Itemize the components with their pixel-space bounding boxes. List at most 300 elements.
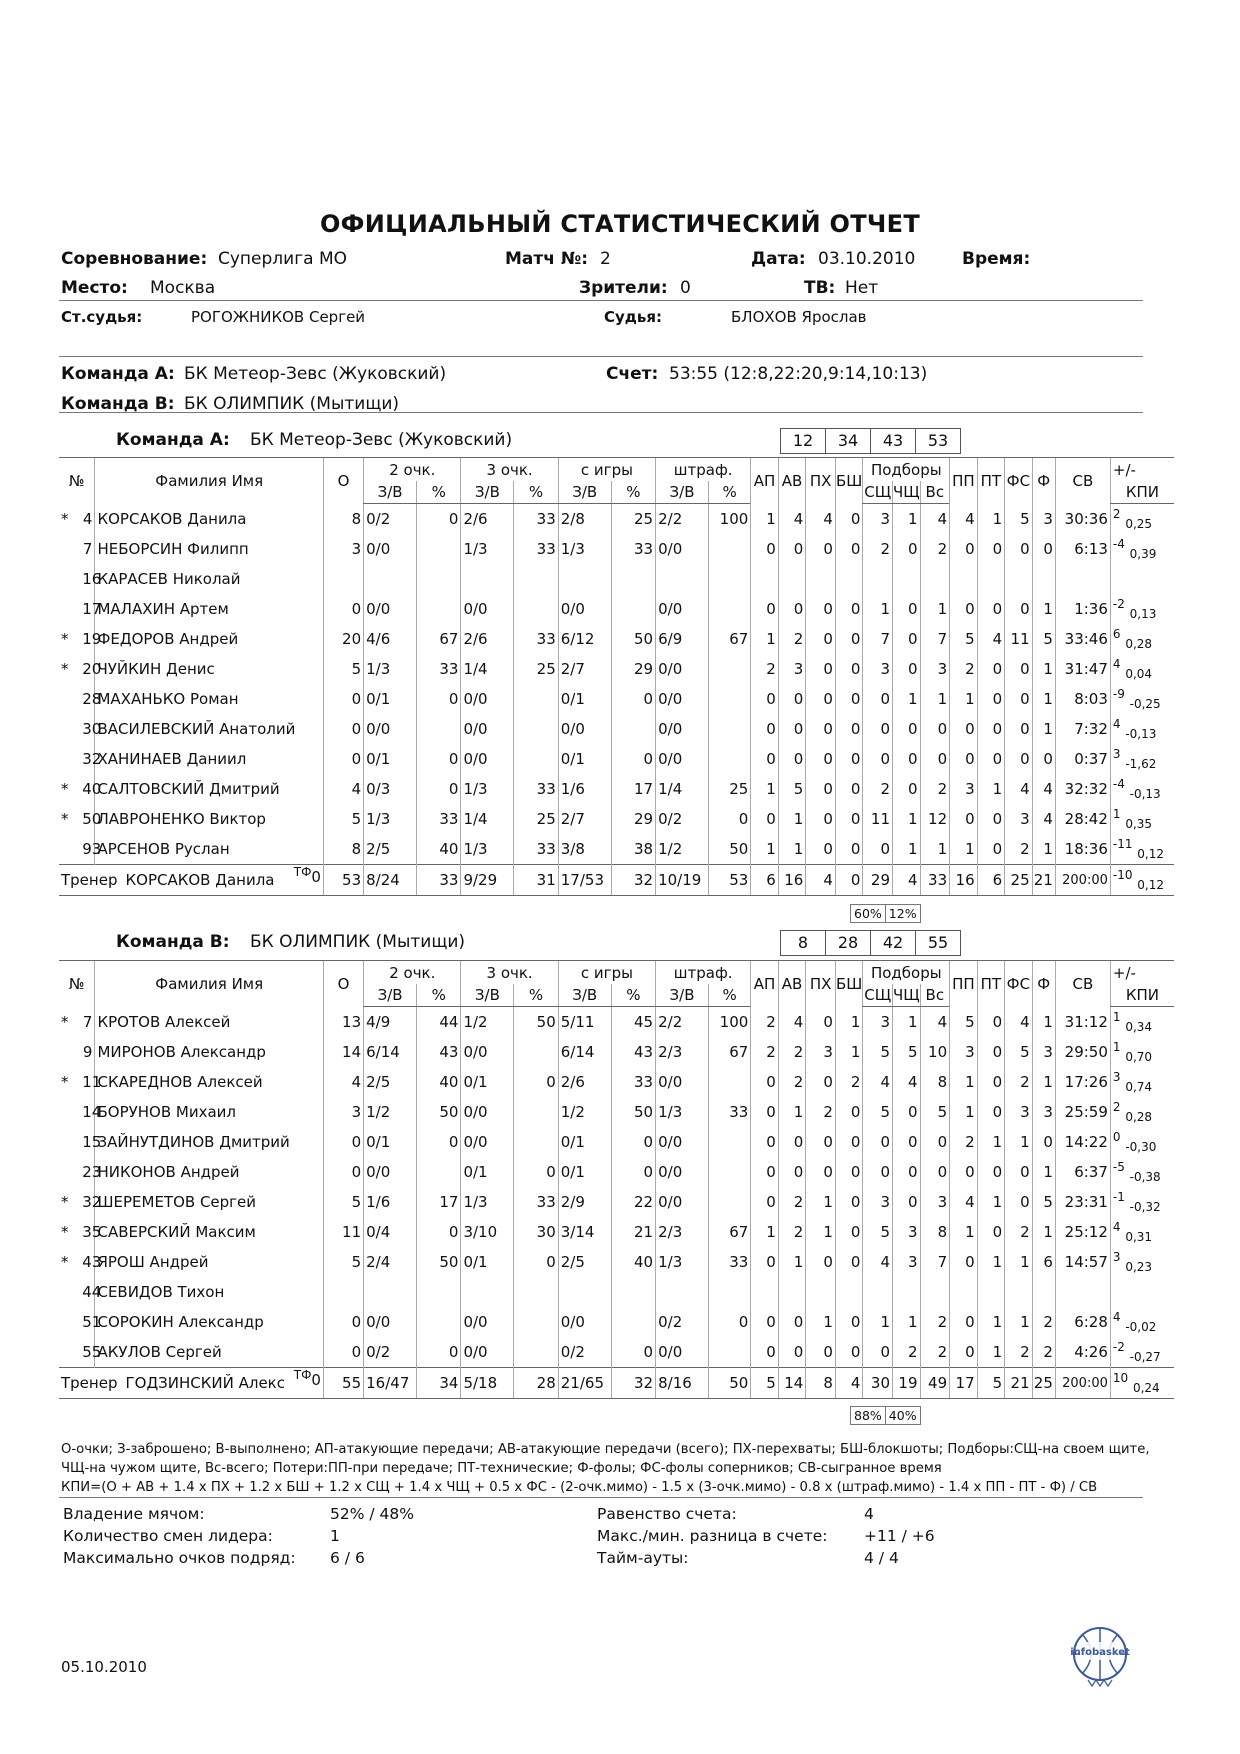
stat-p3: 0/1	[461, 1067, 514, 1097]
stat-fs: 0	[1005, 654, 1033, 684]
stat-p3: 2/6	[461, 624, 514, 654]
player-row	[59, 1067, 1174, 1097]
starter-mark: *	[61, 1223, 69, 1241]
stat-vs: 0	[920, 1157, 950, 1187]
player-row	[59, 834, 1174, 865]
stat-av: 1	[778, 1247, 806, 1277]
stat-ftp: 50	[708, 834, 750, 865]
player-number: 28	[82, 690, 102, 708]
stat-ap: 0	[751, 804, 779, 834]
stat-p2p: 33	[417, 804, 461, 834]
stat-px: 1	[806, 1307, 836, 1337]
stat-ap: 0	[751, 1067, 779, 1097]
stat-ap: 1	[751, 624, 779, 654]
stat-f: 1	[1032, 594, 1055, 624]
place-label: Место:	[61, 278, 128, 298]
meta-divider-3	[59, 412, 1143, 413]
stat-ap: 2	[751, 1037, 779, 1067]
stat-f: 1	[1032, 654, 1055, 684]
stat-bsh: 0	[835, 774, 863, 804]
stat-ft: 2/3	[656, 1217, 709, 1247]
stat-av: 4	[778, 504, 806, 535]
stat-sv	[1055, 564, 1110, 594]
stat-p3p	[514, 1337, 558, 1368]
stat-pt: 4	[977, 624, 1005, 654]
stat-fgp	[611, 714, 655, 744]
stat-p2: 1/3	[364, 804, 417, 834]
stat-ftp	[708, 564, 750, 594]
stat-pt: 1	[977, 1247, 1005, 1277]
stat-av: 3	[778, 654, 806, 684]
stat-ft: 2/3	[656, 1037, 709, 1067]
player-row	[59, 504, 1174, 535]
col-header-percent: %	[417, 481, 461, 504]
team-b-section-label: Команда В:	[116, 932, 230, 952]
stat-fs	[1005, 564, 1033, 594]
stat-p3p: 0	[514, 1157, 558, 1187]
stat-ft: 0/0	[656, 714, 709, 744]
kpi-value: 0,74	[1125, 1080, 1153, 1094]
stat-ft: 1/2	[656, 834, 709, 865]
legend-line: О-очки; З-заброшено; В-выполнено; АП-атакующие передачи; АВ-атакующие передачи (всего); ПХ-перехваты; БШ-блокшоты; Подборы:СЩ-на своем щите,	[61, 1442, 1150, 1457]
stat-p2p: 50	[417, 1097, 461, 1127]
stat-sv: 4:26	[1055, 1337, 1110, 1368]
stat-f: 1	[1032, 714, 1055, 744]
stat-bsh: 0	[835, 504, 863, 535]
player-name: АКУЛОВ Сергей	[95, 1337, 323, 1368]
player-row	[59, 594, 1174, 624]
stat-p3: 0/0	[461, 1037, 514, 1067]
stat-ftp: 33	[708, 1097, 750, 1127]
plus-minus-value: 2	[1112, 1100, 1121, 1114]
stat-p2: 0/0	[364, 594, 417, 624]
stat-ftp	[708, 684, 750, 714]
stat-vs: 0	[920, 744, 950, 774]
stat-ftp	[708, 1157, 750, 1187]
stat-p2: 1/2	[364, 1097, 417, 1127]
stat-ft: 0/0	[656, 1067, 709, 1097]
stat-o: 0	[323, 1307, 363, 1337]
starter-mark	[59, 1157, 82, 1187]
total-bsh: 0	[835, 865, 863, 896]
col-header-rebounds: Подборы	[863, 458, 950, 482]
player-number: 4	[82, 509, 93, 528]
stat-fg: 3/14	[558, 1217, 611, 1247]
player-row	[59, 624, 1174, 654]
stat-px: 0	[806, 594, 836, 624]
stat-vs: 0	[920, 1127, 950, 1157]
team-a-section-label: Команда А:	[116, 430, 230, 450]
col-header-efficiency: КПИ	[1110, 481, 1174, 504]
ties-label: Равенство счета:	[597, 1505, 737, 1523]
technical-fouls-label: ТФ	[293, 1368, 312, 1382]
starter-mark	[59, 1277, 82, 1307]
team-a-def-reb-pct: 60%	[851, 905, 886, 922]
total-p2: 8/24	[364, 865, 417, 896]
plus-minus-value: 1	[1112, 1010, 1121, 1024]
stat-p3: 1/4	[461, 654, 514, 684]
player-row	[59, 1037, 1174, 1067]
stat-p3p: 25	[514, 804, 558, 834]
stat-p3: 0/0	[461, 684, 514, 714]
stat-chsh: 0	[893, 744, 921, 774]
stat-fgp: 21	[611, 1217, 655, 1247]
stat-av: 4	[778, 1007, 806, 1038]
stat-o: 0	[323, 714, 363, 744]
plus-minus-kpi	[1110, 1247, 1174, 1277]
stat-p3: 3/10	[461, 1217, 514, 1247]
col-header-rebounds: Подборы	[863, 961, 950, 985]
stat-sch: 2	[863, 774, 893, 804]
stat-fgp: 0	[611, 744, 655, 774]
player-number: 7	[82, 540, 93, 558]
stat-fgp: 43	[611, 1037, 655, 1067]
stat-pp: 1	[950, 1067, 978, 1097]
stat-o: 8	[323, 834, 363, 865]
stat-ftp	[708, 594, 750, 624]
stat-ap: 1	[751, 774, 779, 804]
match-label: Матч №:	[505, 249, 589, 269]
stat-ftp	[708, 714, 750, 744]
kpi-value: -0,13	[1125, 727, 1157, 741]
stat-f: 4	[1032, 774, 1055, 804]
stat-vs: 8	[920, 1217, 950, 1247]
stat-o	[323, 564, 363, 594]
stat-fs: 2	[1005, 1067, 1033, 1097]
player-name: САВЕРСКИЙ Максим	[95, 1217, 323, 1247]
stat-px: 2	[806, 1097, 836, 1127]
stat-sv: 6:37	[1055, 1157, 1110, 1187]
starter-mark	[59, 1037, 82, 1067]
stat-px: 0	[806, 804, 836, 834]
stat-o: 13	[323, 1007, 363, 1038]
starter-mark	[59, 1097, 82, 1127]
stat-px: 0	[806, 654, 836, 684]
stat-fgp: 38	[611, 834, 655, 865]
stat-p2: 0/0	[364, 714, 417, 744]
team-b-quarter-scores	[780, 930, 961, 956]
stat-fg: 0/1	[558, 684, 611, 714]
stat-px: 0	[806, 1007, 836, 1038]
stat-p3: 1/3	[461, 834, 514, 865]
stat-vs: 1	[920, 594, 950, 624]
col-header-minutes: СВ	[1055, 961, 1110, 1007]
starter-mark: *	[61, 1073, 69, 1091]
player-name: ФЕДОРОВ Андрей	[95, 624, 323, 654]
player-number: 32	[82, 1193, 102, 1211]
kpi-value: -0,27	[1129, 1350, 1161, 1364]
plus-minus-kpi	[1110, 1187, 1174, 1217]
stat-vs: 1	[920, 684, 950, 714]
total-chsh: 4	[893, 865, 921, 896]
col-header-2pt: 2 очк.	[364, 458, 461, 482]
col-header-steals: ПХ	[806, 458, 836, 504]
total-p2: 16/47	[364, 1368, 417, 1399]
starter-mark	[59, 534, 82, 564]
stat-fg	[558, 564, 611, 594]
stat-fgp: 40	[611, 1247, 655, 1277]
stat-fg: 2/7	[558, 654, 611, 684]
total-p2p: 33	[417, 865, 461, 896]
player-row	[59, 564, 1174, 594]
stat-fg: 2/5	[558, 1247, 611, 1277]
kpi-value: 0,28	[1125, 637, 1153, 651]
stat-av: 0	[778, 1337, 806, 1368]
col-header-made-attempted: З/В	[364, 984, 417, 1007]
stat-vs: 2	[920, 774, 950, 804]
stat-av	[778, 564, 806, 594]
stat-pt: 0	[977, 1007, 1005, 1038]
stat-pt: 0	[977, 1097, 1005, 1127]
team-total-row	[59, 1368, 1174, 1399]
stat-p3: 0/0	[461, 1097, 514, 1127]
kpi-value: 0,13	[1129, 607, 1157, 621]
stat-ap: 0	[751, 1097, 779, 1127]
team-a-label: Команда А:	[61, 364, 175, 384]
stat-av: 0	[778, 744, 806, 774]
stat-o: 5	[323, 1187, 363, 1217]
stat-chsh: 1	[893, 684, 921, 714]
plus-minus-value: -9	[1112, 687, 1125, 701]
total-fs: 21	[1005, 1368, 1033, 1399]
stat-px: 0	[806, 1247, 836, 1277]
col-header-made-attempted: З/В	[364, 481, 417, 504]
player-number: 35	[82, 1223, 102, 1241]
stat-fgp	[611, 594, 655, 624]
stat-o: 0	[323, 594, 363, 624]
col-header-free-throws: штраф.	[656, 458, 751, 482]
stat-vs: 4	[920, 504, 950, 535]
stat-fgp: 0	[611, 684, 655, 714]
stat-pt: 0	[977, 744, 1005, 774]
team-b-q1: 8	[781, 931, 826, 955]
stat-sv: 6:13	[1055, 534, 1110, 564]
stat-pp: 3	[950, 774, 978, 804]
stat-fgp: 29	[611, 654, 655, 684]
total-p3p: 28	[514, 1368, 558, 1399]
stat-ftp	[708, 654, 750, 684]
stat-bsh: 1	[835, 1007, 863, 1038]
kpi-value: 0,28	[1125, 1110, 1153, 1124]
stat-ft: 1/3	[656, 1097, 709, 1127]
stat-fs: 3	[1005, 1097, 1033, 1127]
stat-av: 1	[778, 834, 806, 865]
score-label: Счет:	[606, 364, 659, 384]
stat-pp: 5	[950, 1007, 978, 1038]
stat-pt: 0	[977, 714, 1005, 744]
plus-minus-kpi	[1110, 1037, 1174, 1067]
stat-sch: 0	[863, 1337, 893, 1368]
total-vs: 33	[920, 865, 950, 896]
player-number: 40	[82, 780, 102, 798]
stat-sv	[1055, 1277, 1110, 1307]
plus-minus-kpi	[1110, 504, 1174, 535]
lead-changes-label: Количество смен лидера:	[63, 1527, 273, 1545]
total-ftp: 50	[708, 1368, 750, 1399]
player-name: СКАРЕДНОВ Алексей	[95, 1067, 323, 1097]
stat-ftp: 67	[708, 1217, 750, 1247]
stat-p2p: 33	[417, 654, 461, 684]
stat-chsh: 0	[893, 624, 921, 654]
stat-pt: 1	[977, 504, 1005, 535]
legend-line: ЧЩ-на чужом щите, Вс-всего; Потери:ПП-при передаче; ПТ-технические; Ф-фолы; ФС-фолы соперников; СВ-сыгранное время	[61, 1461, 942, 1476]
tv-value: Нет	[845, 278, 879, 298]
player-row	[59, 1127, 1174, 1157]
col-header-plus-minus: +/-	[1110, 458, 1174, 482]
player-name: ЧУЙКИН Денис	[95, 654, 323, 684]
stat-av: 5	[778, 774, 806, 804]
stat-pp	[950, 1277, 978, 1307]
col-header-made-attempted: З/В	[558, 984, 611, 1007]
stat-pt: 0	[977, 804, 1005, 834]
total-plus-minus-value: -10	[1112, 868, 1133, 882]
stat-bsh: 2	[835, 1067, 863, 1097]
report-title: ОФИЦИАЛЬНЫЙ СТАТИСТИЧЕСКИЙ ОТЧЕТ	[319, 210, 920, 238]
stat-p3p	[514, 594, 558, 624]
coach-label: Тренер	[61, 871, 118, 889]
stat-chsh: 0	[893, 1097, 921, 1127]
stat-av: 1	[778, 804, 806, 834]
total-pt: 5	[977, 1368, 1005, 1399]
stat-o: 20	[323, 624, 363, 654]
plus-minus-kpi	[1110, 804, 1174, 834]
stat-chsh: 1	[893, 1307, 921, 1337]
stat-chsh: 1	[893, 804, 921, 834]
stat-chsh: 3	[893, 1247, 921, 1277]
stat-px: 4	[806, 504, 836, 535]
player-name: МИРОНОВ Александр	[95, 1037, 323, 1067]
stat-vs: 8	[920, 1067, 950, 1097]
stat-o: 4	[323, 774, 363, 804]
col-header-field-goals: с игры	[558, 961, 655, 985]
stat-p3	[461, 1277, 514, 1307]
stat-ap: 0	[751, 684, 779, 714]
total-ft: 8/16	[656, 1368, 709, 1399]
stat-ft: 1/4	[656, 774, 709, 804]
technical-fouls-value: 0	[311, 868, 321, 886]
stat-fs: 11	[1005, 624, 1033, 654]
col-header-def-rebounds: СЩ	[863, 481, 893, 504]
plus-minus-kpi	[1110, 1277, 1174, 1307]
plus-minus-value: 1	[1112, 807, 1121, 821]
stat-fg: 2/9	[558, 1187, 611, 1217]
kpi-value: 0,25	[1125, 517, 1153, 531]
total-pp: 16	[950, 865, 978, 896]
col-header-efficiency: КПИ	[1110, 984, 1174, 1007]
kpi-value: 0,70	[1125, 1050, 1153, 1064]
plus-minus-value: -2	[1112, 597, 1125, 611]
stat-bsh: 0	[835, 534, 863, 564]
total-fgp: 32	[611, 1368, 655, 1399]
stat-sch: 0	[863, 1157, 893, 1187]
total-sch: 30	[863, 1368, 893, 1399]
stat-chsh: 0	[893, 654, 921, 684]
team-a-rebound-pct	[850, 904, 921, 923]
plus-minus-value: -2	[1112, 1340, 1125, 1354]
stat-p3: 2/6	[461, 504, 514, 535]
player-row	[59, 684, 1174, 714]
stat-fgp: 50	[611, 624, 655, 654]
stat-bsh: 0	[835, 1187, 863, 1217]
stat-fgp: 25	[611, 504, 655, 535]
stat-pp: 0	[950, 1307, 978, 1337]
stat-pp: 0	[950, 714, 978, 744]
stat-ap: 0	[751, 714, 779, 744]
player-name: КАРАСЕВ Николай	[95, 564, 323, 594]
col-header-points: О	[323, 961, 363, 1007]
stat-sch: 5	[863, 1037, 893, 1067]
technical-fouls	[294, 865, 321, 886]
total-fg: 21/65	[558, 1368, 611, 1399]
stat-ft: 6/9	[656, 624, 709, 654]
starter-mark: *	[61, 1012, 69, 1031]
stat-sv: 25:12	[1055, 1217, 1110, 1247]
total-p2p: 34	[417, 1368, 461, 1399]
stat-sch: 3	[863, 654, 893, 684]
stat-sch: 3	[863, 1007, 893, 1038]
stat-fs: 0	[1005, 714, 1033, 744]
total-pp: 17	[950, 1368, 978, 1399]
date-value: 03.10.2010	[818, 249, 916, 269]
stat-fgp: 17	[611, 774, 655, 804]
team-a-q1: 12	[781, 429, 826, 453]
kpi-value: -0,38	[1129, 1170, 1161, 1184]
stat-vs	[920, 1277, 950, 1307]
col-header-number: №	[59, 458, 95, 504]
stat-sch: 7	[863, 624, 893, 654]
stat-chsh: 5	[893, 1037, 921, 1067]
stat-ftp: 0	[708, 1307, 750, 1337]
col-header-tech-turnovers: ПТ	[977, 458, 1005, 504]
stat-fgp: 50	[611, 1097, 655, 1127]
stat-ft	[656, 1277, 709, 1307]
stat-p2: 4/9	[364, 1007, 417, 1038]
stat-bsh: 0	[835, 714, 863, 744]
stat-chsh: 0	[893, 1157, 921, 1187]
stat-ap: 2	[751, 654, 779, 684]
stat-pp: 0	[950, 594, 978, 624]
stat-pt: 1	[977, 1127, 1005, 1157]
stat-av: 0	[778, 1127, 806, 1157]
starter-mark: *	[61, 810, 69, 828]
stat-ftp	[708, 534, 750, 564]
stat-fs: 0	[1005, 744, 1033, 774]
col-header-3pt: 3 очк.	[461, 961, 558, 985]
total-pt: 6	[977, 865, 1005, 896]
stat-sv: 14:57	[1055, 1247, 1110, 1277]
stat-p2p	[417, 594, 461, 624]
col-header-total-rebounds: Вс	[920, 481, 950, 504]
stat-o: 3	[323, 1097, 363, 1127]
stat-fs: 4	[1005, 1007, 1033, 1038]
place-value: Москва	[150, 278, 216, 298]
tv-label: ТВ:	[804, 278, 836, 298]
stat-p2: 0/1	[364, 744, 417, 774]
stat-o: 0	[323, 744, 363, 774]
stat-bsh: 0	[835, 594, 863, 624]
stat-chsh: 0	[893, 594, 921, 624]
stat-av: 2	[778, 1037, 806, 1067]
col-header-fouls: Ф	[1032, 458, 1055, 504]
stat-sv: 0:37	[1055, 744, 1110, 774]
meta-divider-1	[59, 300, 1143, 301]
stat-fg: 0/0	[558, 1307, 611, 1337]
match-value: 2	[600, 249, 611, 269]
stat-px: 0	[806, 1067, 836, 1097]
stat-fs: 1	[1005, 1247, 1033, 1277]
stat-sch: 0	[863, 834, 893, 865]
total-plus-minus-kpi	[1110, 1368, 1174, 1399]
